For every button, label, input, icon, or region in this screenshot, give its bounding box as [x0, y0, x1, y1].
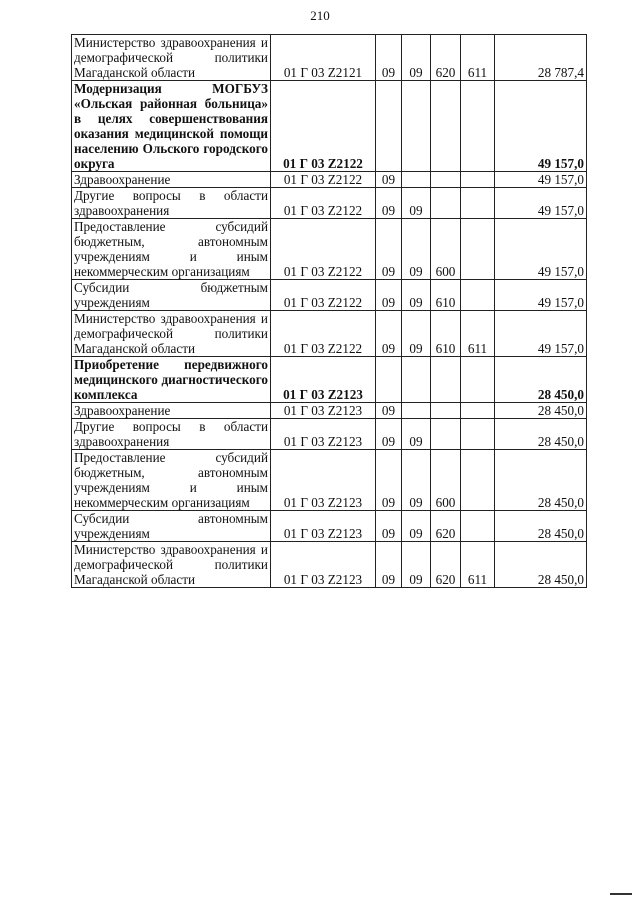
target-code-cell: 01 Г 03 Z2122 — [271, 81, 376, 172]
table-row — [72, 311, 587, 357]
row-name-cell: Модернизация МОГБУЗ «Ольская районная больница» в целях совершенствования оказания медицинской помощи населению Ольского городского округа — [72, 81, 271, 172]
subsection-cell: 09 — [402, 219, 431, 280]
row-name-cell: Министерство здравоохранения и демографической политики Магаданской области — [72, 542, 271, 588]
amount-cell: 49 157,0 — [495, 280, 587, 311]
section-cell: 09 — [376, 450, 402, 511]
section-cell — [376, 357, 402, 403]
row-name-cell: Здравоохранение — [72, 172, 271, 188]
section-cell: 09 — [376, 219, 402, 280]
target-code-cell: 01 Г 03 Z2123 — [271, 357, 376, 403]
target-code-cell: 01 Г 03 Z2122 — [271, 219, 376, 280]
table-body — [72, 35, 587, 588]
table-row — [72, 219, 587, 280]
amount-cell: 28 450,0 — [495, 542, 587, 588]
target-code-cell: 01 Г 03 Z2122 — [271, 311, 376, 357]
subsection-cell: 09 — [402, 35, 431, 81]
section-cell: 09 — [376, 403, 402, 419]
table-row — [72, 450, 587, 511]
expense-type-cell: 610 — [431, 280, 461, 311]
target-code-cell: 01 Г 03 Z2123 — [271, 542, 376, 588]
amount-cell: 49 157,0 — [495, 311, 587, 357]
expense-type-cell: 620 — [431, 35, 461, 81]
row-name-cell: Здравоохранение — [72, 403, 271, 419]
table-row — [72, 81, 587, 172]
expense-type-cell — [431, 357, 461, 403]
expense-type-cell — [431, 419, 461, 450]
table-row — [72, 172, 587, 188]
row-name-cell: Приобретение передвижного медицинского диагностического комплекса — [72, 357, 271, 403]
ministry-code-cell: 611 — [461, 35, 495, 81]
target-code-cell: 01 Г 03 Z2122 — [271, 188, 376, 219]
section-cell: 09 — [376, 172, 402, 188]
amount-cell: 49 157,0 — [495, 81, 587, 172]
ministry-code-cell — [461, 511, 495, 542]
subsection-cell — [402, 357, 431, 403]
ministry-code-cell: 611 — [461, 311, 495, 357]
ministry-code-cell — [461, 403, 495, 419]
ministry-code-cell — [461, 419, 495, 450]
table-row — [72, 542, 587, 588]
target-code-cell: 01 Г 03 Z2122 — [271, 172, 376, 188]
section-cell: 09 — [376, 35, 402, 81]
amount-cell: 28 450,0 — [495, 357, 587, 403]
section-cell: 09 — [376, 280, 402, 311]
amount-cell: 28 450,0 — [495, 403, 587, 419]
table-row — [72, 403, 587, 419]
ministry-code-cell — [461, 219, 495, 280]
subsection-cell: 09 — [402, 542, 431, 588]
expense-type-cell: 610 — [431, 311, 461, 357]
amount-cell: 28 450,0 — [495, 450, 587, 511]
page-number: 210 — [310, 8, 330, 23]
expense-type-cell: 600 — [431, 450, 461, 511]
amount-cell: 49 157,0 — [495, 188, 587, 219]
subsection-cell: 09 — [402, 311, 431, 357]
table-row — [72, 188, 587, 219]
expense-type-cell: 600 — [431, 219, 461, 280]
expense-type-cell: 620 — [431, 542, 461, 588]
page-edge-mark — [610, 893, 632, 895]
expense-type-cell: 620 — [431, 511, 461, 542]
table-row — [72, 280, 587, 311]
expense-type-cell — [431, 403, 461, 419]
amount-cell: 49 157,0 — [495, 172, 587, 188]
section-cell: 09 — [376, 311, 402, 357]
ministry-code-cell — [461, 280, 495, 311]
amount-cell: 28 450,0 — [495, 511, 587, 542]
table-row — [72, 35, 587, 81]
ministry-code-cell — [461, 357, 495, 403]
subsection-cell — [402, 172, 431, 188]
table-row — [72, 357, 587, 403]
subsection-cell — [402, 403, 431, 419]
ministry-code-cell — [461, 81, 495, 172]
section-cell — [376, 81, 402, 172]
ministry-code-cell — [461, 172, 495, 188]
target-code-cell: 01 Г 03 Z2123 — [271, 450, 376, 511]
target-code-cell: 01 Г 03 Z2123 — [271, 419, 376, 450]
subsection-cell: 09 — [402, 280, 431, 311]
subsection-cell: 09 — [402, 188, 431, 219]
row-name-cell: Предоставление субсидий бюджетным, автономным учреждениям и иным некоммерческим организациям — [72, 219, 271, 280]
ministry-code-cell — [461, 450, 495, 511]
budget-table — [71, 34, 587, 588]
target-code-cell: 01 Г 03 Z2121 — [271, 35, 376, 81]
expense-type-cell — [431, 188, 461, 219]
section-cell: 09 — [376, 188, 402, 219]
section-cell: 09 — [376, 511, 402, 542]
amount-cell: 28 787,4 — [495, 35, 587, 81]
ministry-code-cell: 611 — [461, 542, 495, 588]
subsection-cell: 09 — [402, 450, 431, 511]
ministry-code-cell — [461, 188, 495, 219]
row-name-cell: Субсидии автономным учреждениям — [72, 511, 271, 542]
table-row — [72, 511, 587, 542]
target-code-cell: 01 Г 03 Z2122 — [271, 280, 376, 311]
subsection-cell — [402, 81, 431, 172]
row-name-cell: Другие вопросы в области здравоохранения — [72, 419, 271, 450]
target-code-cell: 01 Г 03 Z2123 — [271, 403, 376, 419]
table-row — [72, 419, 587, 450]
row-name-cell: Министерство здравоохранения и демографической политики Магаданской области — [72, 311, 271, 357]
row-name-cell: Предоставление субсидий бюджетным, автономным учреждениям и иным некоммерческим организациям — [72, 450, 271, 511]
row-name-cell: Субсидии бюджетным учреждениям — [72, 280, 271, 311]
row-name-cell: Министерство здравоохранения и демографической политики Магаданской области — [72, 35, 271, 81]
amount-cell: 28 450,0 — [495, 419, 587, 450]
target-code-cell: 01 Г 03 Z2123 — [271, 511, 376, 542]
amount-cell: 49 157,0 — [495, 219, 587, 280]
row-name-cell: Другие вопросы в области здравоохранения — [72, 188, 271, 219]
expense-type-cell — [431, 172, 461, 188]
section-cell: 09 — [376, 419, 402, 450]
section-cell: 09 — [376, 542, 402, 588]
subsection-cell: 09 — [402, 511, 431, 542]
subsection-cell: 09 — [402, 419, 431, 450]
expense-type-cell — [431, 81, 461, 172]
